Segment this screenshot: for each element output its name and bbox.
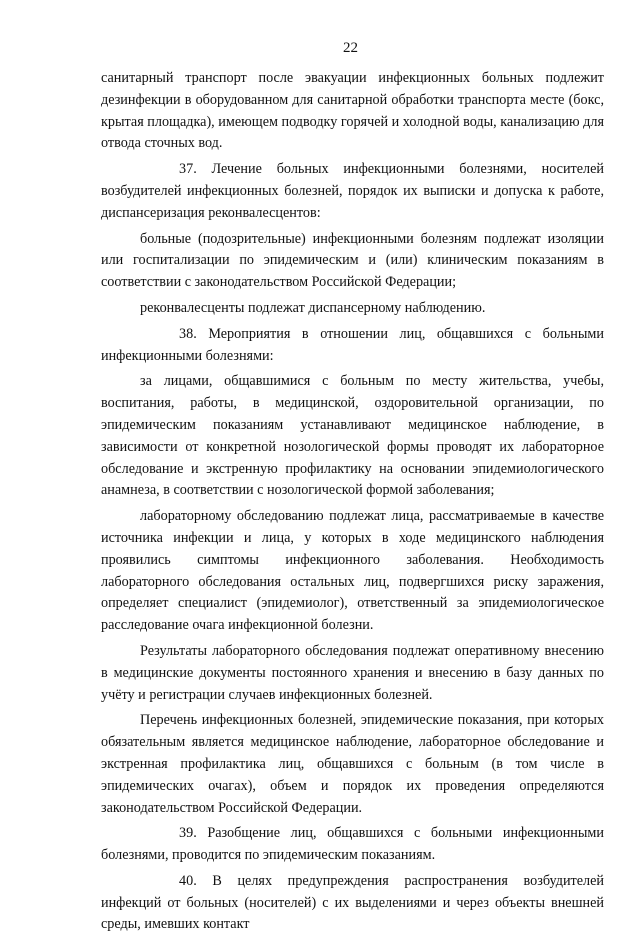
clause-number: 37. [179,161,197,178]
paragraph-38-b [101,506,604,637]
page-number: 22 [343,40,358,56]
paragraph-37-b [101,298,604,320]
paragraph-text: реконвалесценты подлежат диспансерному наблюдению. [140,299,486,316]
paragraph-text: В целях предупреждения распространения возбудителей инфекций от больных (носителей) с их выделениями и через объекты внешней среды, имевших контакт [101,872,604,933]
paragraph-text: за лицами, общавшимися с больным по месту жительства, учебы, воспитания, работы, в медицинской, оздоровительной организации, по эпидемическим показаниям устанавливают медицинское наблюдение, в зависимости от конкретной нозологической формы проводят их лабораторное обследование и экстренную профилактику на основании эпидемиологического анамнеза, в соответствии с нозологической формой заболевания; [101,373,604,499]
paragraph-38-d [101,710,604,819]
paragraph-38-a [101,371,604,502]
clause-number: 39. [179,825,197,842]
paragraph-37 [101,159,604,224]
paragraph-text: Лечение больных инфекционными болезнями, носителей возбудителей инфекционных болезней, порядок их выписки и допуска к работе, диспансеризация реконвалесцентов: [101,161,605,221]
paragraph-38-c [101,641,604,706]
paragraph-40 [101,871,604,936]
clause-number: 38. [179,325,197,342]
clause-number: 40. [179,872,197,889]
paragraph-text: Разобщение лиц, общавшихся с больными инфекционными болезнями, проводится по эпидемическим показаниям. [101,825,604,864]
paragraph-39 [101,823,604,867]
paragraph-text: Перечень инфекционных болезней, эпидемические показания, при которых обязательным является медицинское наблюдение, лабораторное обследование и экстренная профилактика лиц, общавшихся с больным (в том числе в эпидемических очагах), объем и порядок их проведения определяются законодательством Российской Федерации. [101,712,604,816]
paragraph-text: больные (подозрительные) инфекционными болезням подлежат изоляции или госпитализации по эпидемическим и (или) клиническим показаниям в соответствии с законодательством Российской Федерации; [101,230,604,291]
paragraph-text: Мероприятия в отношении лиц, общавшихся с больными инфекционными болезнями: [101,325,605,364]
paragraph-37-a [101,229,604,294]
paragraph-text: санитарный транспорт после эвакуации инфекционных больных подлежит дезинфекции в оборудованном для санитарной обработки транспорта месте (бокс, крытая площадка), имеющем подводку горячей и холодной воды, канализацию для отвода сточных вод. [101,70,604,152]
paragraph-transport [101,68,604,155]
paragraph-38 [101,324,604,368]
paragraph-text: Результаты лабораторного обследования подлежат оперативному внесению в медицинские документы постоянного хранения и внесению в базу данных по учёту и регистрации случаев инфекционных болезней. [101,642,604,703]
paragraph-text: лабораторному обследованию подлежат лица, рассматриваемые в качестве источника инфекции и лица, у которых в ходе медицинского наблюдения проявились симптомы инфекционного заболевания. Необходимость лабораторного обследования остальных лиц, подвергшихся риску заражения, определяет специалист (эпидемиолог), ответственный за эпидемиологическое расследование очага инфекционной болезни. [101,508,604,634]
